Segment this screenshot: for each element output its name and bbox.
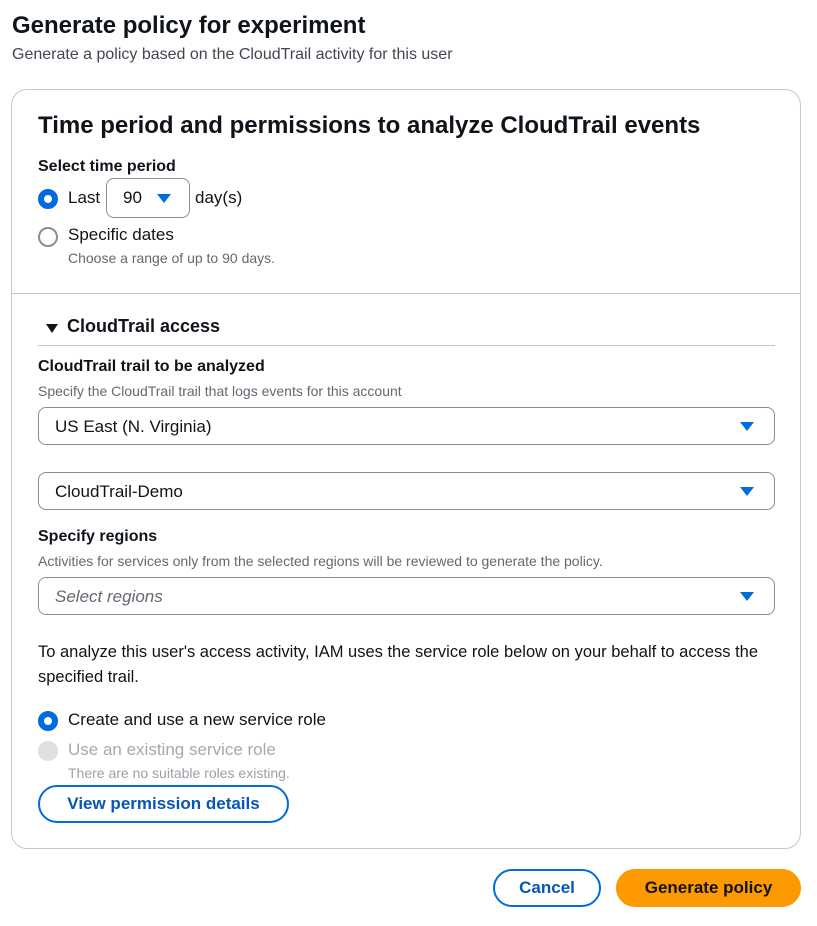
trail-region-value: US East (N. Virginia): [55, 417, 212, 436]
time-period-label: Select time period: [38, 158, 176, 175]
trail-label: CloudTrail trail to be analyzed: [38, 358, 265, 375]
regions-multiselect[interactable]: [38, 577, 775, 615]
page-subtitle: Generate a policy based on the CloudTrail activity for this user: [12, 46, 453, 63]
radio-specific-dates[interactable]: [38, 227, 58, 247]
caret-down-icon[interactable]: [46, 324, 58, 333]
radio-last-days-label[interactable]: Last: [68, 188, 101, 207]
trail-value: CloudTrail-Demo: [55, 482, 183, 501]
radio-new-service-role[interactable]: [38, 711, 58, 731]
radio-existing-service-role: [38, 741, 58, 761]
specific-dates-description: Choose a range of up to 90 days.: [68, 250, 276, 266]
radio-existing-service-role-label: Use an existing service role: [68, 740, 276, 759]
trail-select[interactable]: [38, 472, 775, 510]
days-select-value: 90: [123, 188, 142, 207]
radio-last-days[interactable]: [38, 189, 58, 209]
chevron-down-icon: [740, 592, 754, 601]
generate-policy-button[interactable]: Generate policy: [616, 869, 801, 907]
page-title: Generate policy for experiment: [12, 12, 366, 39]
section-divider: [12, 293, 800, 294]
chevron-down-icon: [157, 194, 171, 203]
chevron-down-icon: [740, 422, 754, 431]
view-permission-details-button[interactable]: View permission details: [38, 785, 289, 823]
cancel-button[interactable]: Cancel: [493, 869, 601, 907]
cloudtrail-access-toggle[interactable]: CloudTrail access: [67, 316, 221, 336]
days-suffix: day(s): [195, 188, 243, 207]
radio-new-service-role-label[interactable]: Create and use a new service role: [68, 710, 326, 729]
section-rule: [38, 345, 775, 346]
radio-specific-dates-label[interactable]: Specific dates: [68, 225, 174, 244]
policy-settings-card: [11, 89, 801, 849]
existing-role-description: There are no suitable roles existing.: [68, 765, 290, 781]
regions-placeholder: Select regions: [55, 587, 163, 606]
trail-region-select[interactable]: [38, 407, 775, 445]
service-role-info: To analyze this user's access activity, IAM uses the service role below on your behalf to access the specified trail.: [38, 643, 759, 686]
card-title: Time period and permissions to analyze CloudTrail events: [38, 112, 701, 139]
regions-description: Activities for services only from the selected regions will be reviewed to generate the policy.: [38, 553, 603, 569]
trail-description: Specify the CloudTrail trail that logs events for this account: [38, 383, 402, 399]
days-select[interactable]: [106, 178, 190, 218]
chevron-down-icon: [740, 487, 754, 496]
regions-label: Specify regions: [38, 528, 158, 545]
